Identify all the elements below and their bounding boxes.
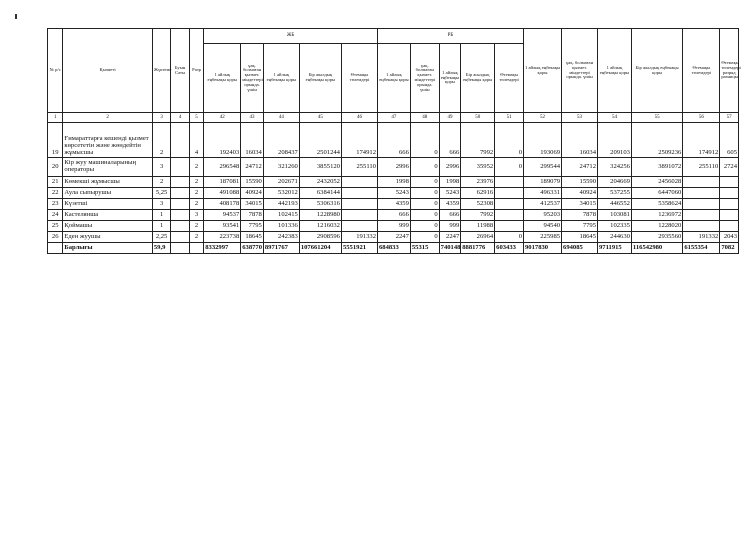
cell-staff: 3 [152, 158, 171, 177]
header-rb-unused: ұақ. болмаған қызмет. міндеттері орында. үшін [410, 44, 439, 113]
header-total-diff: Өтемақы төлемдері разряд разницы [720, 29, 739, 113]
cell-jb-monthly2: 321260 [263, 158, 299, 177]
cell-staff: 1 [152, 221, 171, 232]
total-jb-annual: 107661204 [299, 243, 341, 254]
cell-rb-monthly2: 2247 [439, 232, 461, 243]
column-number-cell: 42 [204, 113, 241, 123]
cell-t-annual: 5358624 [631, 199, 682, 210]
cell-jb-annual: 1216032 [299, 221, 341, 232]
cell-jb-comp: 255110 [341, 158, 377, 177]
total-jb-monthly: 8332997 [204, 243, 241, 254]
cell-rb-unused: 0 [410, 210, 439, 221]
cell-t-unused: 7878 [562, 210, 598, 221]
cell-t-annual: 3891072 [631, 158, 682, 177]
table-row [48, 188, 739, 199]
cell-t-monthly2: 537255 [598, 188, 632, 199]
cell-jb-unused: 15590 [241, 177, 264, 188]
column-number-cell: 5 [189, 113, 203, 123]
cell-stage [171, 232, 190, 243]
column-number-cell: 1 [48, 113, 63, 123]
column-number-cell: 49 [439, 113, 461, 123]
table-row [48, 232, 739, 243]
cell-t-comp [683, 199, 720, 210]
cell-rb-unused: 0 [410, 188, 439, 199]
cell-jb-unused: 16034 [241, 123, 264, 158]
total-t-monthly: 9017830 [524, 243, 562, 254]
cell-t-monthly2: 244630 [598, 232, 632, 243]
header-total-monthly2: 1 айлық еңбекақы қоры [598, 29, 632, 113]
cell-jb-unused: 7795 [241, 221, 264, 232]
column-number-cell: 50 [461, 113, 495, 123]
header-position: Қызметі [63, 29, 152, 113]
cell-rb-monthly2: 4359 [439, 199, 461, 210]
cell-jb-monthly2: 101336 [263, 221, 299, 232]
table-row [48, 123, 739, 158]
cell-t-monthly2: 324256 [598, 158, 632, 177]
total-t-annual: 116542980 [631, 243, 682, 254]
header-staff: Жүктеме [152, 29, 171, 113]
total-row [48, 243, 739, 254]
cell-t-monthly2: 103081 [598, 210, 632, 221]
cell-rb-annual: 35952 [461, 158, 495, 177]
cell-grade: 2 [189, 158, 203, 177]
cell-t-comp [683, 177, 720, 188]
cell-rb-comp [495, 188, 524, 199]
cell-rb-monthly: 666 [377, 123, 410, 158]
cell-rb-unused: 0 [410, 158, 439, 177]
cell-t-annual: 2935560 [631, 232, 682, 243]
cell-t-annual: 2456028 [631, 177, 682, 188]
cell-t-monthly: 95203 [524, 210, 562, 221]
cell-t-monthly2: 209103 [598, 123, 632, 158]
cell-rb-unused: 0 [410, 199, 439, 210]
cell-t-annual: 6447060 [631, 188, 682, 199]
cell-t-comp [683, 210, 720, 221]
header-total-unused: ұақ. болмаған қызмет. міндеттері орында. үшін [562, 29, 598, 113]
cell-rb-monthly: 999 [377, 221, 410, 232]
cell-grade: 2 [189, 232, 203, 243]
cell-t-comp: 174912 [683, 123, 720, 158]
cell-name: Кір жуу машиналарының операторы [63, 158, 152, 177]
total-t-monthly2: 9711915 [598, 243, 632, 254]
header-total-annual: Бір жылдық еңбекақы қоры [631, 29, 682, 113]
cell-n: 22 [48, 188, 63, 199]
cell-jb-comp [341, 177, 377, 188]
column-number-cell: 2 [63, 113, 152, 123]
header-grade: Разр [189, 29, 203, 113]
cell-t-monthly2: 102335 [598, 221, 632, 232]
column-number-cell: 3 [152, 113, 171, 123]
total-t-diff: 7082 [720, 243, 739, 254]
cell-rb-monthly: 1998 [377, 177, 410, 188]
total-rb-comp: 603433 [495, 243, 524, 254]
column-number-cell: 44 [263, 113, 299, 123]
header-total-monthly: 1 айлық еңбекақы қоры [524, 29, 562, 113]
cell-rb-monthly: 4359 [377, 199, 410, 210]
cell-t-unused: 40924 [562, 188, 598, 199]
cell-jb-annual: 6384144 [299, 188, 341, 199]
cell-t-unused: 18645 [562, 232, 598, 243]
cell-n: 19 [48, 123, 63, 158]
cell-name: Күзетші [63, 199, 152, 210]
table-row [48, 210, 739, 221]
column-number-cell: 45 [299, 113, 341, 123]
header-rb-comp: Өтемақы төлемдері [495, 44, 524, 113]
cell-t-diff: 2724 [720, 158, 739, 177]
cell-t-monthly: 189079 [524, 177, 562, 188]
cell-n: 25 [48, 221, 63, 232]
cell-t-unused: 34015 [562, 199, 598, 210]
cell-rb-monthly2: 666 [439, 123, 461, 158]
cell-jb-annual: 5306316 [299, 199, 341, 210]
cell-rb-comp [495, 221, 524, 232]
cell-rb-annual: 11988 [461, 221, 495, 232]
header-jb-comp: Өтемақы төлемдері [341, 44, 377, 113]
header-stage: Буын Саты [171, 29, 190, 113]
column-number-cell: 54 [598, 113, 632, 123]
cell-rb-monthly: 2247 [377, 232, 410, 243]
cell-jb-comp [341, 199, 377, 210]
cell-n: 26 [48, 232, 63, 243]
cell-jb-unused: 34015 [241, 199, 264, 210]
cell-t-monthly: 225985 [524, 232, 562, 243]
total-jb-unused: 638770 [241, 243, 264, 254]
header-jb-unused: ұақ. болмаған қызмет. міндеттері орында. үшін [241, 44, 264, 113]
column-number-cell: 53 [562, 113, 598, 123]
cell-t-unused: 16034 [562, 123, 598, 158]
cell-name: Еден жуушы [63, 232, 152, 243]
cell-rb-unused: 0 [410, 123, 439, 158]
cell-n: 20 [48, 158, 63, 177]
column-number-cell: 52 [524, 113, 562, 123]
cell-t-monthly2: 204669 [598, 177, 632, 188]
cell-n: 23 [48, 199, 63, 210]
cell-grade: 2 [189, 177, 203, 188]
cell-t-annual: 1228020 [631, 221, 682, 232]
cell-jb-monthly: 93541 [204, 221, 241, 232]
table-row [48, 158, 739, 177]
cell-t-diff [720, 221, 739, 232]
cell-rb-annual: 7992 [461, 210, 495, 221]
cell-jb-comp [341, 221, 377, 232]
total-num [48, 243, 63, 254]
cell-jb-comp [341, 210, 377, 221]
cell-jb-monthly2: 532012 [263, 188, 299, 199]
total-t-unused: 694085 [562, 243, 598, 254]
cell-staff: 5,25 [152, 188, 171, 199]
cell-t-unused: 24712 [562, 158, 598, 177]
cell-rb-monthly2: 2996 [439, 158, 461, 177]
cell-rb-monthly2: 1998 [439, 177, 461, 188]
scan-mark [15, 14, 17, 19]
cell-jb-comp [341, 188, 377, 199]
cell-rb-comp: 0 [495, 232, 524, 243]
cell-rb-monthly: 2996 [377, 158, 410, 177]
cell-rb-annual: 23976 [461, 177, 495, 188]
cell-jb-monthly: 192403 [204, 123, 241, 158]
cell-jb-monthly: 223738 [204, 232, 241, 243]
cell-staff: 2 [152, 177, 171, 188]
cell-staff: 3 [152, 199, 171, 210]
cell-t-diff: 2043 [720, 232, 739, 243]
cell-t-monthly: 412537 [524, 199, 562, 210]
cell-n: 24 [48, 210, 63, 221]
cell-name: Ғимараттарға кешенді қызмет көрсететін және жөндейтін жұмысшы [63, 123, 152, 158]
cell-grade: 2 [189, 221, 203, 232]
column-number-cell: 48 [410, 113, 439, 123]
cell-jb-unused: 18645 [241, 232, 264, 243]
cell-rb-annual: 52308 [461, 199, 495, 210]
cell-t-diff [720, 177, 739, 188]
cell-name: Кастелянша [63, 210, 152, 221]
cell-staff: 2 [152, 123, 171, 158]
cell-rb-comp [495, 177, 524, 188]
cell-rb-comp: 0 [495, 158, 524, 177]
cell-jb-annual: 2908596 [299, 232, 341, 243]
cell-rb-monthly2: 666 [439, 210, 461, 221]
cell-t-unused: 7795 [562, 221, 598, 232]
header-rb-monthly2: 1 айлық еңбекақы қоры [439, 44, 461, 113]
cell-stage [171, 158, 190, 177]
cell-grade: 3 [189, 210, 203, 221]
total-t-comp: 6155354 [683, 243, 720, 254]
cell-rb-annual: 62916 [461, 188, 495, 199]
cell-rb-comp [495, 199, 524, 210]
cell-jb-monthly2: 242383 [263, 232, 299, 243]
total-rb-unused: 55315 [410, 243, 439, 254]
cell-stage [171, 177, 190, 188]
cell-jb-monthly2: 102415 [263, 210, 299, 221]
cell-t-comp: 191332 [683, 232, 720, 243]
column-number-cell: 51 [495, 113, 524, 123]
cell-t-monthly2: 446552 [598, 199, 632, 210]
cell-grade: 2 [189, 188, 203, 199]
cell-t-monthly: 496331 [524, 188, 562, 199]
cell-n: 21 [48, 177, 63, 188]
cell-jb-monthly: 94537 [204, 210, 241, 221]
total-grade [189, 243, 203, 254]
column-number-cell: 46 [341, 113, 377, 123]
cell-jb-monthly: 491088 [204, 188, 241, 199]
cell-grade: 4 [189, 123, 203, 158]
cell-rb-annual: 7992 [461, 123, 495, 158]
cell-jb-monthly2: 202671 [263, 177, 299, 188]
cell-t-comp: 255110 [683, 158, 720, 177]
cell-t-monthly: 193069 [524, 123, 562, 158]
cell-t-unused: 15590 [562, 177, 598, 188]
cell-staff: 2,25 [152, 232, 171, 243]
cell-name: Қоймашы [63, 221, 152, 232]
cell-rb-monthly: 666 [377, 210, 410, 221]
cell-rb-annual: 26964 [461, 232, 495, 243]
cell-jb-unused: 40924 [241, 188, 264, 199]
total-staff: 59,9 [152, 243, 171, 254]
staffing-table [47, 28, 739, 254]
cell-t-monthly: 299544 [524, 158, 562, 177]
cell-jb-comp: 191332 [341, 232, 377, 243]
header-jb-monthly2: 1 айлық еңбекақы қоры [263, 44, 299, 113]
cell-jb-annual: 1228980 [299, 210, 341, 221]
cell-stage [171, 123, 190, 158]
total-label: Барлығы [63, 243, 152, 254]
cell-rb-monthly2: 5243 [439, 188, 461, 199]
cell-jb-monthly: 296548 [204, 158, 241, 177]
cell-rb-comp: 0 [495, 123, 524, 158]
header-group-jb: ЖБ [204, 29, 378, 44]
cell-rb-unused: 0 [410, 221, 439, 232]
column-number-cell: 56 [683, 113, 720, 123]
table-row [48, 177, 739, 188]
cell-staff: 1 [152, 210, 171, 221]
cell-rb-monthly: 5243 [377, 188, 410, 199]
cell-t-annual: 1236972 [631, 210, 682, 221]
cell-rb-unused: 0 [410, 177, 439, 188]
cell-rb-monthly2: 999 [439, 221, 461, 232]
cell-t-diff [720, 199, 739, 210]
header-total-comp: Өтемақы төлемдері [683, 29, 720, 113]
cell-stage [171, 221, 190, 232]
header-rb-annual: Бір жылдық еңбекақы қоры [461, 44, 495, 113]
total-rb-monthly2: 740148 [439, 243, 461, 254]
table-row [48, 199, 739, 210]
cell-jb-monthly2: 208437 [263, 123, 299, 158]
cell-t-monthly: 94540 [524, 221, 562, 232]
cell-stage [171, 188, 190, 199]
cell-jb-comp: 174912 [341, 123, 377, 158]
column-number-cell: 4 [171, 113, 190, 123]
cell-rb-unused: 0 [410, 232, 439, 243]
cell-jb-annual: 2432052 [299, 177, 341, 188]
cell-jb-monthly: 187081 [204, 177, 241, 188]
total-jb-monthly2: 8971767 [263, 243, 299, 254]
column-number-cell: 47 [377, 113, 410, 123]
cell-grade: 2 [189, 199, 203, 210]
cell-t-diff: 605 [720, 123, 739, 158]
header-num: № р/с [48, 29, 63, 113]
header-jb-annual: Бір жылдық еңбекақы қоры [299, 44, 341, 113]
cell-jb-unused: 24712 [241, 158, 264, 177]
cell-stage [171, 210, 190, 221]
cell-jb-monthly2: 442193 [263, 199, 299, 210]
header-group-rb: РБ [377, 29, 523, 44]
cell-jb-annual: 2501244 [299, 123, 341, 158]
cell-t-annual: 2509236 [631, 123, 682, 158]
cell-t-comp [683, 221, 720, 232]
cell-name: Аула сыпырушы [63, 188, 152, 199]
column-number-cell: 43 [241, 113, 264, 123]
total-rb-annual: 8881776 [461, 243, 495, 254]
header-jb-monthly: 1 айлық еңбекақы қоры [204, 44, 241, 113]
column-number-cell: 55 [631, 113, 682, 123]
cell-t-comp [683, 188, 720, 199]
column-number-row [48, 113, 739, 123]
cell-t-diff [720, 188, 739, 199]
cell-rb-comp [495, 210, 524, 221]
cell-stage [171, 199, 190, 210]
cell-jb-annual: 3855120 [299, 158, 341, 177]
cell-name: Көмекші жұмысшы [63, 177, 152, 188]
cell-jb-monthly: 408178 [204, 199, 241, 210]
column-number-cell: 57 [720, 113, 739, 123]
total-stage [171, 243, 190, 254]
total-jb-comp: 5551921 [341, 243, 377, 254]
header-rb-monthly: 1 айлық еңбекақы қоры [377, 44, 410, 113]
cell-t-diff [720, 210, 739, 221]
total-rb-monthly: 684833 [377, 243, 410, 254]
table-row [48, 221, 739, 232]
cell-jb-unused: 7878 [241, 210, 264, 221]
